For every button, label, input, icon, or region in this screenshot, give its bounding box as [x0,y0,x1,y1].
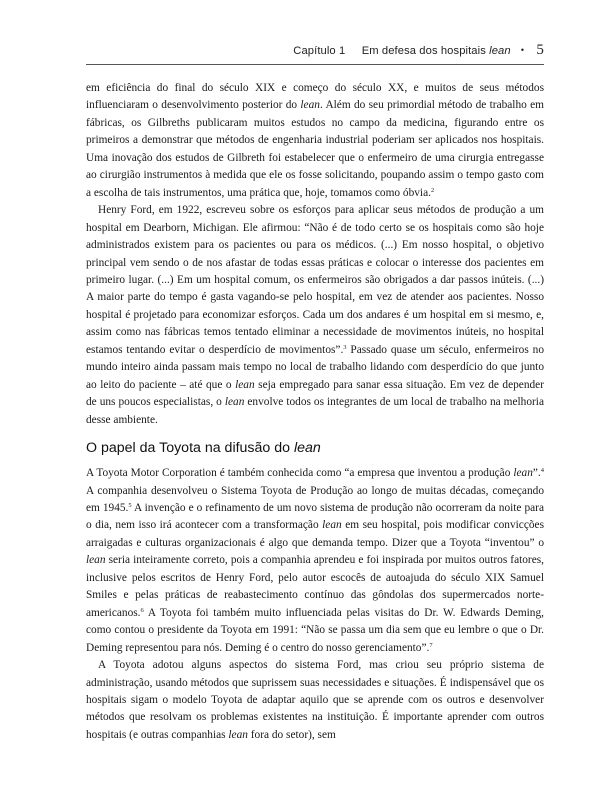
paragraph-4: A Toyota adotou alguns aspectos do sistema Ford, mas criou seu próprio sistema de administração, usando métodos que suprissem suas necessidades e situações. É indispensável que os hospitais sigam o modelo Toyota de adaptar aquilo que se aprende com os outros e desenvolver métodos que resolvam os problemas existentes na instituição. É importante aprender com outros hospitais (e outras companhias lean fora do setor), sem [86,659,544,741]
chapter-title: Em defesa dos hospitais lean [361,45,511,57]
footnote-ref: 7 [429,641,433,649]
paragraph-2: Henry Ford, em 1922, escreveu sobre os esforços para aplicar seus métodos de produção a um hospital em Dearborn, Michigan. Ele afirmou: “Não é de todo certo se os hospitais como são hoje administrados existem para os pacientes ou para os médicos. (...) Em nosso hospital, o objetivo principal vem sendo o de nos afastar de todas essas práticas e colocar o interesse dos pacientes em primeiro lugar. (...) Em um hospital comum, os enfermeiros são obrigados a dar passos inúteis. (...) A maior parte do tempo é gasta vagando-se pelo hospital, em vez de atender aos pacientes. Nosso hospital é projetado para economizar esforços. Cada um dos andares é um hospital em si mesmo, e, assim como nas fábricas temos tentado eliminar a necessidade de movimentos inúteis, no hospital estamos tentando evitar o desperdício de movimentos”.$^3$ Passado quase um século, enfermeiros no mundo inteiro ainda passam mais tempo no local de trabalho lidando com desperdício do que junto ao leito do paciente – até que o lean seja empregado para sanar essa situação. Em vez de depender de uns poucos especialistas, o lean envolve todos os integrantes de um local de trabalho na melhoria desse ambiente. [86,204,544,426]
page-number: 5 [536,42,544,58]
footnote-ref: 4 [540,467,544,475]
running-header [293,42,544,59]
footnote-ref: 6 [140,606,144,614]
footnote-ref: 3 [343,343,347,351]
chapter-label: Capítulo 1 [293,45,346,57]
section-heading: O papel da Toyota na difusão do lean [86,440,321,457]
paragraph-3: A Toyota Motor Corporation é também conhecida como “a empresa que inventou a produção lean”.$^4$ A companhia desenvolveu o Sistema Toyota de Produção ao longo de muitas décadas, começando em 1945.$^5$ A invenção e o refinamento de um novo sistema de produção não ocorreram da noite para o dia, nem isso irá acontecer com a transformação lean em seu hospital, pois modificar convicções arraigadas e culturas organizacionais é algo que demanda tempo. Dizer que a Toyota “inventou” o lean seria inteiramente correto, pois a companhia aprendeu e foi inspirada por muitos outros fatores, inclusive pelos escritos de Henry Ford, pelo autor escocês de autoajuda do século XIX Samuel Smiles e pelas práticas de reabastecimento contínuo das gôndolas dos supermercados norte-americanos.$^6$ A Toyota foi também muito influenciada pelas visitas do Dr. W. Edwards Deming, como contou o presidente da Toyota em 1991: “Não se passa um dia sem que eu lembre o que o Dr. Deming representou para nós. Deming é o centro do nosso gerenciamento”.$^7$ [86,467,544,654]
paragraph-1: em eficiência do final do século XIX e começo do século XX, e muitos de seus métodos influenciaram o desenvolvimento posterior do lean. Além do seu primordial método de trabalho em fábricas, os Gilbreths publicaram muitos estudos no campo da medicina, figurando entre os primeiros a demonstrar que métodos de engenharia industrial poderiam ser aplicados nos hospitais. Uma inovação dos estudos de Gilbreth foi estabelecer que o enfermeiro de uma cirurgia entregasse ao cirurgião instrumentos à medida que ele os fosse solicitando, poupando assim o tempo gasto com a escolha de tais instrumentos, uma prática que, hoje, tomamos como óbvia.$^2$ [86,82,544,199]
body-text [86,80,544,744]
header-rule [86,64,544,65]
footnote-ref: 2 [430,186,435,194]
bullet-separator: • [520,45,525,55]
footnote-ref: 5 [128,501,132,509]
